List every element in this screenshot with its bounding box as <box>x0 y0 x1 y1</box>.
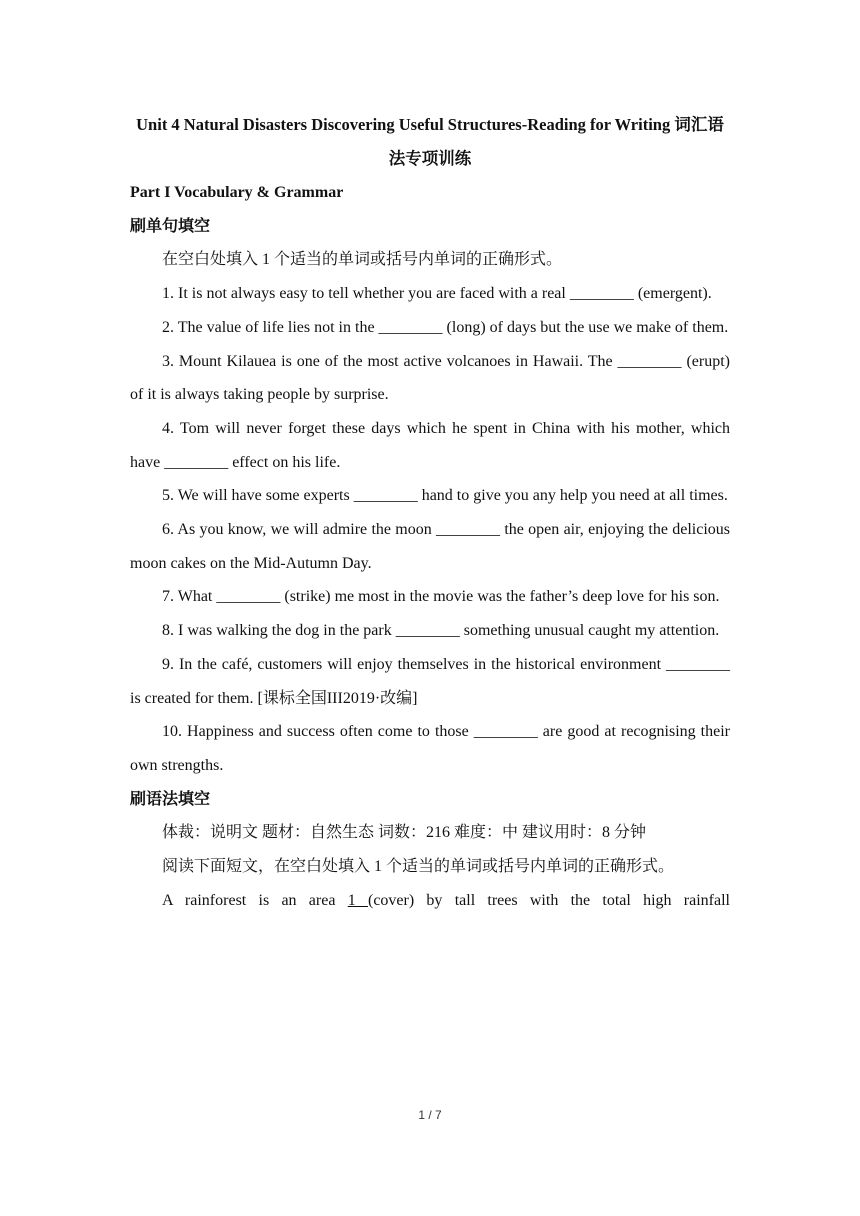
document-body <box>130 108 730 917</box>
passage-text <box>130 884 730 918</box>
exercise-item: 5. We will have some experts ________ hand to give you any help you need at all times. <box>162 487 728 505</box>
exercise-item: 7. What ________ (strike) me most in the movie was the father’s deep love for his son. <box>162 588 720 606</box>
passage-rest: (cover) by tall trees with the total high rainfall <box>367 891 730 909</box>
exercise-item: 6. As you know, we will admire the moon ________ the open air, enjoying the delicious moon cakes on the Mid-Autumn Day. <box>130 521 730 572</box>
passage-info: 体裁：说明文 题材：自然生态 词数：216 难度：中 建议用时：8 分钟 <box>162 824 647 842</box>
exercise-item: 3. Mount Kilauea is one of the most active volcanoes in Hawaii. The ________ (erupt) of it is always taking people by surprise. <box>130 352 730 404</box>
exercise-item: 2. The value of life lies not in the ________ (long) of days but the use we make of them. <box>162 318 729 336</box>
exercise-item: 4. Tom will never forget these days which he spent in China with his mother, which have ________ effect on his life. <box>130 419 730 471</box>
blank-number: 1 <box>347 891 368 909</box>
section-heading-sentence-fill: 刷单句填空 <box>130 217 211 235</box>
part-heading: Part I Vocabulary & Grammar <box>130 184 344 201</box>
exercise-item: 9. In the café, customers will enjoy themselves in the historical environment ________ is created for them. [课标全国III2019·改编] <box>130 655 730 707</box>
section-heading-grammar-fill: 刷语法填空 <box>130 790 211 808</box>
page-number: 1 / 7 <box>418 1108 442 1122</box>
exercise-item: 8. I was walking the dog in the park ________ something unusual caught my attention. <box>162 622 720 640</box>
exercise-item: 10. Happiness and success often come to those ________ are good at recognising their own strengths. <box>130 723 730 774</box>
exercise-item: 1. It is not always easy to tell whether you are faced with a real ________ (emergent). <box>162 285 712 303</box>
document-title: Unit 4 Natural Disasters Discovering Useful Structures-Reading for Writing 词汇语法专项训练 <box>136 115 724 168</box>
section-instruction: 在空白处填入 1 个适当的单词或括号内单词的正确形式。 <box>162 251 563 269</box>
section-instruction: 阅读下面短文，在空白处填入 1 个适当的单词或括号内单词的正确形式。 <box>162 858 675 876</box>
passage-start: A rainforest is an area <box>162 891 348 909</box>
